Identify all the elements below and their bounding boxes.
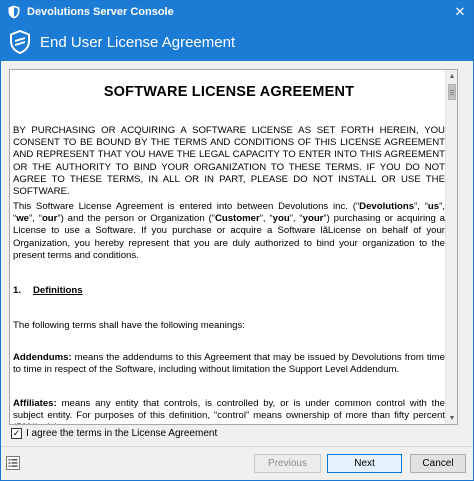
scroll-up-icon[interactable]: ▲ (448, 72, 456, 80)
title-bar[interactable] (1, 1, 473, 23)
definitions-heading: 1. Definitions (13, 285, 83, 296)
cancel-button[interactable]: Cancel (410, 454, 466, 473)
addendums-definition: Addendums: means the addendums to this Agreement that may be issued by Devolutions from time to time in respect of the Software, including without limitation the Support Level Addendum. (13, 352, 445, 376)
list-icon[interactable] (6, 456, 20, 470)
shield-icon (7, 5, 21, 19)
scroll-down-icon[interactable]: ▼ (448, 414, 456, 422)
parties-paragraph: This Software License Agreement is entered into between Devolutions inc. (“Devolutions”, “us”, “we”, “our”) and the person or Organization (“Customer”, “you”, “your”) purchasing or acquiring a License to use a Software. If you purchase or acquire a Software lãLicense on behalf of your Organization, you hereby represent that you are duly authorized to bind your organization to the present terms and conditions. (13, 201, 445, 261)
consent-paragraph: BY PURCHASING OR ACQUIRING A SOFTWARE LICENSE AS SET FORTH HEREIN, YOU CONSENT TO BE BOUND BY THE TERMS AND CONDITIONS OF THIS LICENSE AGREEMENT AND REPRESENT THAT YOU HAVE THE LEGAL CAPACITY TO ENTER INTO THIS AGREEMENT OR THE AUTHORITY TO BIND YOUR ORGANIZATION TO THESE TERMS. IF YOU DO NOT AGREE TO THESE TERMS, IN ALL OR IN PART, PLEASE DO NOT INSTALL OR USE THE SOFTWARE. (13, 125, 445, 198)
agree-checkbox-row[interactable] (11, 428, 217, 439)
affiliates-definition: Affiliates: means any entity that controls, is controlled by, or is under common control with the subject entity. For purposes of this definition, “control” means ownership of more than fifty percent (13, 398, 445, 422)
vertical-scrollbar[interactable] (445, 70, 457, 424)
next-button[interactable]: Next (327, 454, 402, 473)
agree-checkbox[interactable]: ✓ (12, 428, 21, 438)
dialog-header (1, 23, 473, 61)
page-title: End User License Agreement (40, 33, 236, 51)
close-icon[interactable]: ✕ (454, 4, 466, 19)
dialog-footer (1, 446, 473, 480)
terms-intro-paragraph: The following terms shall have the following meanings: (13, 320, 245, 331)
previous-button[interactable]: Previous (254, 454, 321, 473)
shield-icon (9, 29, 31, 55)
license-text-panel[interactable] (9, 69, 458, 425)
window-title: Devolutions Server Console (27, 6, 174, 18)
scrollbar-thumb[interactable] (448, 84, 456, 100)
document-title: SOFTWARE LICENSE AGREEMENT (103, 84, 355, 100)
agree-label: I agree the terms in the License Agreement (26, 428, 218, 439)
